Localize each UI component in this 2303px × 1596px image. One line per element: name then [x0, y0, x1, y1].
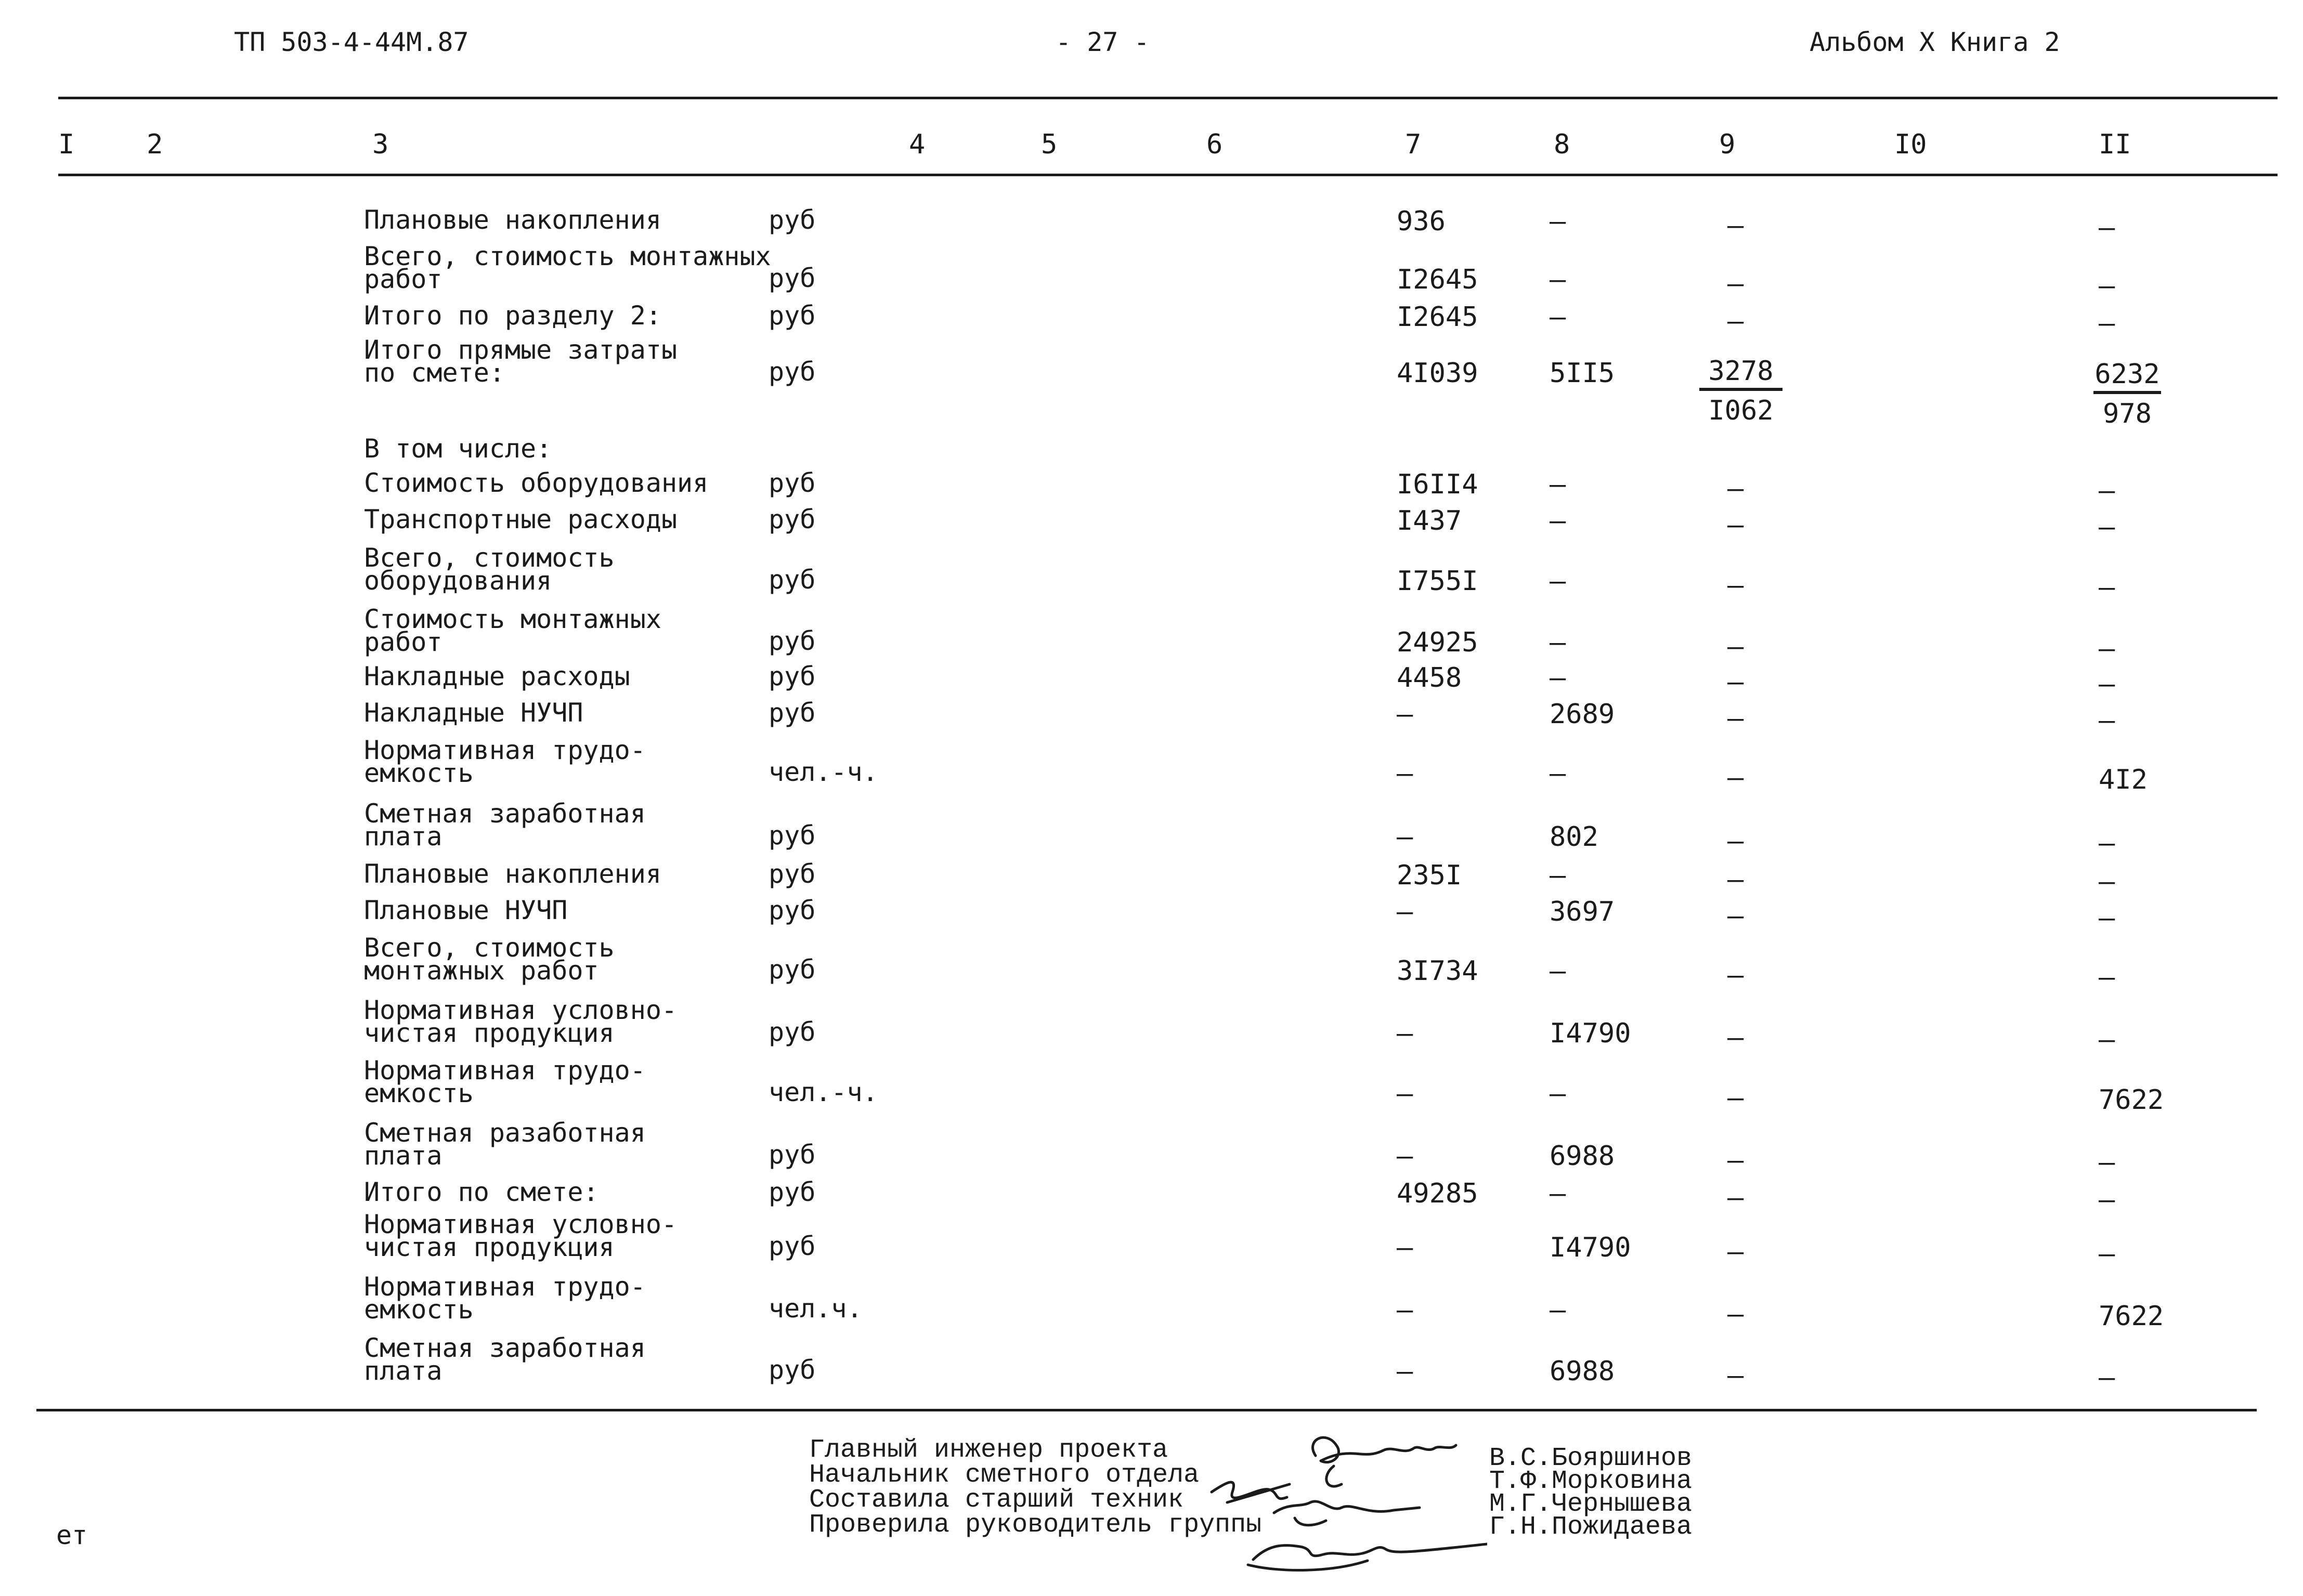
cell-col-9: –	[1727, 509, 1744, 541]
row-label-line: Плановые накопления	[364, 859, 661, 889]
cell-col-8: 802	[1550, 821, 1598, 853]
cell-col-7: –	[1397, 1018, 1413, 1049]
page-number: - 27 -	[1056, 27, 1150, 57]
row-label-line: Нормативная трудо-	[364, 1055, 646, 1085]
cell-col-9: –	[1727, 703, 1744, 734]
cell-col-9: –	[1727, 1360, 1744, 1391]
row-unit: руб	[769, 1355, 816, 1385]
doc-code: ТП 503-4-44М.87	[234, 27, 469, 57]
row-label-line: Нормативная трудо-	[364, 735, 646, 765]
row-label-line: Всего, стоимость	[364, 933, 615, 963]
cell-col-11: –	[2099, 1024, 2115, 1055]
row-unit: руб	[769, 504, 816, 534]
row-label-line: Стоимость оборудования	[364, 468, 709, 498]
signature-role: Начальник сметного отдела	[809, 1460, 1200, 1490]
column-number: 3	[372, 129, 389, 160]
row-label-line: Сметная разаботная	[364, 1118, 646, 1148]
cell-col-7: –	[1397, 699, 1413, 730]
row-label-line: Сметная заработная	[364, 1333, 646, 1363]
cell-col-11: –	[2099, 475, 2115, 506]
row-unit: руб	[769, 698, 816, 728]
cell-col-11: –	[2099, 962, 2115, 993]
cell-col-9: –	[1727, 666, 1744, 698]
row-unit: руб	[769, 1017, 816, 1047]
fraction-col-9	[1699, 358, 1782, 424]
row-unit: чел.-ч.	[769, 757, 878, 787]
cell-col-9: –	[1727, 1022, 1744, 1053]
signature-role: Главный инженер проекта	[809, 1435, 1168, 1465]
row-unit: руб	[769, 1177, 816, 1207]
cell-col-8: –	[1550, 1294, 1566, 1326]
row-unit: руб	[769, 626, 816, 656]
cell-col-9: –	[1727, 570, 1744, 601]
cell-col-9: –	[1727, 1182, 1744, 1213]
row-label-line: Нормативная условно-	[364, 1209, 678, 1239]
fraction-denominator: 978	[2103, 398, 2152, 429]
row-unit: руб	[769, 820, 816, 851]
cell-col-8: –	[1550, 505, 1566, 537]
cell-col-11: –	[2099, 512, 2115, 543]
cell-col-7: –	[1397, 896, 1413, 927]
row-label-line: В том числе:	[364, 434, 552, 464]
row-label-line: Накладные НУЧП	[364, 698, 583, 728]
album-book: Альбом X Книга 2	[1810, 27, 2060, 57]
row-unit: руб	[769, 895, 816, 925]
row-label-line: Сметная заработная	[364, 799, 646, 829]
cell-col-7: –	[1397, 1294, 1413, 1326]
row-unit: руб	[769, 1231, 816, 1261]
row-label-line: Стоимость монтажных	[364, 604, 661, 634]
cell-col-8: –	[1550, 469, 1566, 500]
row-unit: руб	[769, 468, 816, 498]
fraction-col-11	[2093, 361, 2161, 427]
row-label-line: Итого прямые затраты	[364, 335, 678, 365]
cell-col-11: –	[2099, 828, 2115, 859]
column-number: 6	[1206, 129, 1223, 160]
row-unit: руб	[769, 954, 816, 985]
signature-name: Т.Ф.Морковина	[1489, 1467, 1693, 1496]
column-number: 7	[1405, 129, 1422, 160]
cell-col-9: –	[1727, 473, 1744, 504]
row-label-line: работ	[364, 264, 443, 294]
cell-col-11: 4I2	[2099, 764, 2148, 795]
signature-name: В.С.Бояршинов	[1489, 1444, 1693, 1473]
cell-col-7: –	[1397, 758, 1413, 789]
cell-col-8: –	[1550, 860, 1566, 891]
row-label-line: плата	[364, 821, 443, 852]
cell-col-8: –	[1550, 758, 1566, 789]
cell-col-8: 6988	[1550, 1141, 1615, 1172]
fraction-numerator: 3278	[1699, 358, 1782, 391]
cell-col-7: 49285	[1397, 1178, 1478, 1209]
row-label-line: Нормативная трудо-	[364, 1272, 646, 1302]
row-label-line: Плановые НУЧП	[364, 895, 568, 925]
row-label-line: емкость	[364, 758, 474, 788]
cell-col-8: –	[1550, 566, 1566, 597]
cell-col-11: –	[2099, 669, 2115, 700]
column-number: 2	[147, 129, 163, 160]
cell-col-7: –	[1397, 1356, 1413, 1387]
cell-col-11: –	[2099, 1362, 2115, 1393]
cell-col-7: I2645	[1397, 302, 1478, 333]
row-label-line: плата	[364, 1356, 443, 1386]
row-label-line: оборудования	[364, 566, 552, 596]
row-label-line: емкость	[364, 1078, 474, 1108]
cell-col-11: –	[2099, 212, 2115, 243]
signature-name: Г.Н.Пожидаева	[1489, 1512, 1693, 1542]
cell-col-9: –	[1727, 268, 1744, 299]
cell-col-7: –	[1397, 1232, 1413, 1263]
cell-col-9: –	[1727, 1145, 1744, 1176]
row-unit: руб	[769, 205, 816, 235]
row-unit: руб	[769, 357, 816, 387]
row-label-line: работ	[364, 627, 443, 657]
cell-col-7: I437	[1397, 505, 1462, 537]
row-unit: руб	[769, 859, 816, 889]
row-unit: руб	[769, 565, 816, 595]
cell-col-7: 4I039	[1397, 358, 1478, 389]
column-number: I0	[1894, 129, 1927, 160]
row-label-line: Транспортные расходы	[364, 504, 678, 534]
cell-col-9: –	[1727, 864, 1744, 895]
cell-col-7: –	[1397, 1078, 1413, 1109]
cell-col-11: –	[2099, 1147, 2115, 1178]
fraction-denominator: I062	[1708, 395, 1774, 426]
row-label-line: по смете:	[364, 358, 505, 388]
row-unit: чел.ч.	[769, 1293, 863, 1324]
signature-role: Составила старший техник	[809, 1485, 1184, 1515]
cell-col-11: 7622	[2099, 1301, 2164, 1332]
column-number: 8	[1554, 129, 1570, 160]
signature-name: М.Г.Чернышева	[1489, 1489, 1693, 1519]
cell-col-7: 24925	[1397, 627, 1478, 658]
cell-col-9: –	[1727, 826, 1744, 857]
cell-col-11: –	[2099, 705, 2115, 736]
cell-col-9: –	[1727, 1299, 1744, 1330]
cell-col-7: –	[1397, 821, 1413, 853]
row-unit: руб	[769, 1140, 816, 1170]
cell-col-9: –	[1727, 1236, 1744, 1267]
cell-col-11: –	[2099, 633, 2115, 664]
cell-col-11: –	[2099, 1238, 2115, 1270]
row-unit: руб	[769, 661, 816, 691]
cell-col-8: –	[1550, 627, 1566, 658]
cell-col-8: –	[1550, 264, 1566, 295]
cell-col-9: –	[1727, 210, 1744, 241]
cell-col-7: 936	[1397, 206, 1446, 237]
cell-col-8: –	[1550, 1178, 1566, 1209]
row-label-line: Плановые накопления	[364, 205, 661, 235]
column-number: I	[58, 129, 75, 160]
cell-col-11: –	[2099, 902, 2115, 934]
cell-col-7: –	[1397, 1141, 1413, 1172]
cell-col-8: 6988	[1550, 1356, 1615, 1387]
header-rule	[58, 174, 2278, 176]
row-label-line: емкость	[364, 1294, 474, 1325]
row-unit: чел.-ч.	[769, 1077, 878, 1107]
column-number: 9	[1719, 129, 1736, 160]
cell-col-7: 4458	[1397, 662, 1462, 694]
footer-mark: ет	[56, 1520, 88, 1550]
row-label-line: Всего, стоимость	[364, 543, 615, 573]
cell-col-9: –	[1727, 306, 1744, 337]
fraction-numerator: 6232	[2093, 361, 2161, 394]
cell-col-8: 3697	[1550, 896, 1615, 927]
cell-col-8: 5II5	[1550, 358, 1615, 389]
cell-col-7: 3I734	[1397, 956, 1478, 987]
cell-col-9: –	[1727, 960, 1744, 991]
cell-col-8: –	[1550, 956, 1566, 987]
cell-col-9: –	[1727, 900, 1744, 932]
top-rule	[58, 97, 2278, 99]
cell-col-8: –	[1550, 1078, 1566, 1109]
row-label-line: плата	[364, 1141, 443, 1171]
column-number: 5	[1041, 129, 1058, 160]
row-label-line: Всего, стоимость монтажных	[364, 241, 771, 271]
cell-col-8: I4790	[1550, 1018, 1631, 1049]
row-label-line: Итого по разделу 2:	[364, 300, 661, 331]
row-unit: руб	[769, 263, 816, 293]
row-label-line: чистая продукция	[364, 1018, 615, 1048]
row-label-line: Нормативная условно-	[364, 995, 678, 1025]
cell-col-11: –	[2099, 1184, 2115, 1215]
cell-col-11: –	[2099, 572, 2115, 603]
signature-role: Проверила руководитель группы	[809, 1510, 1262, 1540]
cell-col-7: 235I	[1397, 860, 1462, 891]
cell-col-9: –	[1727, 762, 1744, 793]
cell-col-8: –	[1550, 662, 1566, 694]
column-number: II	[2099, 129, 2131, 160]
cell-col-8: –	[1550, 302, 1566, 333]
row-label-line: чистая продукция	[364, 1232, 615, 1262]
row-unit: руб	[769, 300, 816, 331]
handwritten-signatures	[1196, 1424, 1487, 1580]
row-label-line: монтажных работ	[364, 956, 599, 986]
cell-col-7: I755I	[1397, 566, 1478, 597]
cell-col-11: –	[2099, 270, 2115, 302]
cell-col-11: 7622	[2099, 1084, 2164, 1116]
cell-col-7: I2645	[1397, 264, 1478, 295]
column-number: 4	[909, 129, 926, 160]
cell-col-9: –	[1727, 631, 1744, 662]
row-label-line: Накладные расходы	[364, 661, 630, 691]
cell-col-8: I4790	[1550, 1232, 1631, 1263]
cell-col-9: –	[1727, 1082, 1744, 1114]
cell-col-8: –	[1550, 206, 1566, 237]
row-label-line: Итого по смете:	[364, 1177, 599, 1207]
cell-col-11: –	[2099, 308, 2115, 339]
bottom-rule	[36, 1409, 2257, 1411]
cell-col-8: 2689	[1550, 699, 1615, 730]
cell-col-11: –	[2099, 866, 2115, 897]
cell-col-7: I6II4	[1397, 469, 1478, 500]
